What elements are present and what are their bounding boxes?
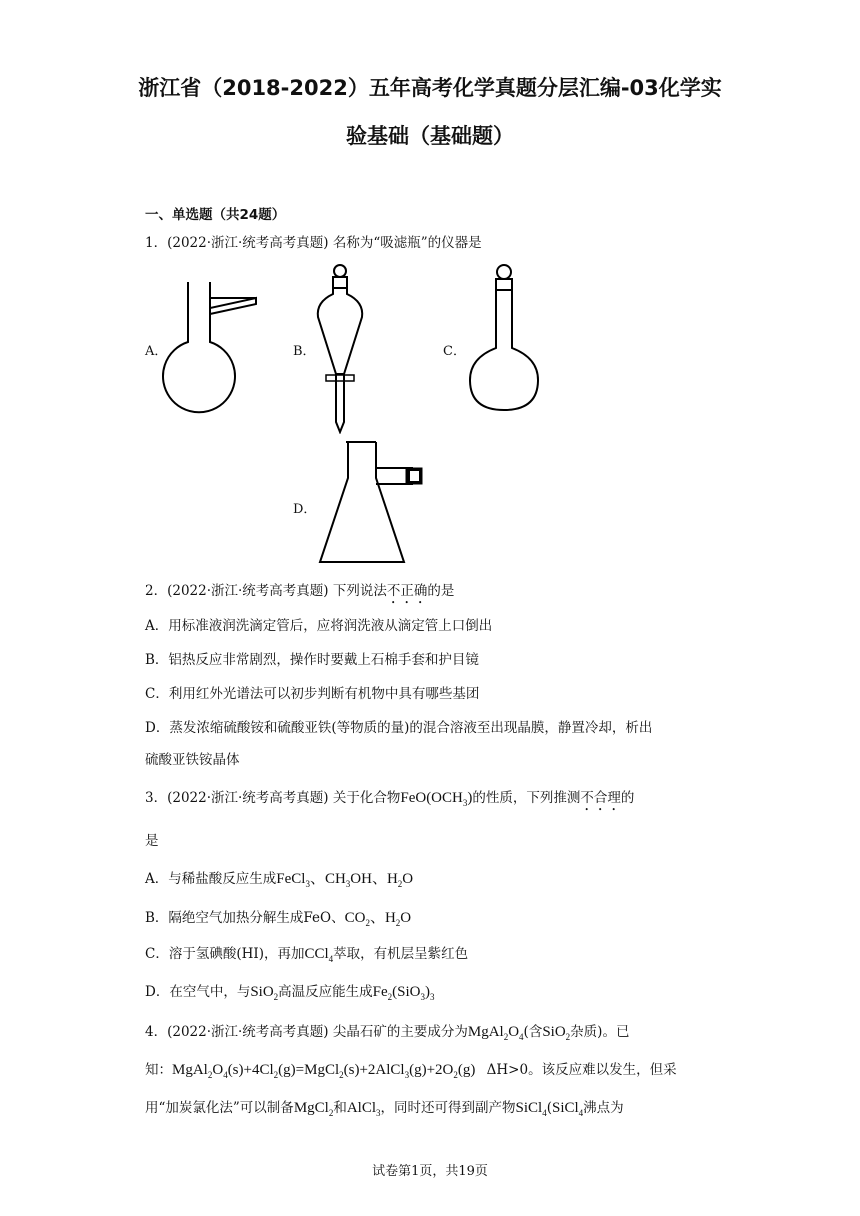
q3-option-a: A．与稀盐酸反应生成FeCl$_3$、$CH_3OH$、$H_2O$	[145, 871, 414, 889]
q2-option-a: A．用标准液润洗滴定管后，应将润洗液从滴定管上口倒出	[145, 618, 493, 634]
section-heading: 一、单选题（共24题）	[145, 207, 286, 223]
doc-title-line1: 浙江省（2018-2022）五年高考化学真题分层汇编-03化学实	[138, 76, 722, 100]
q2-option-b: B．铝热反应非常剧烈，操作时要戴上石棉手套和护目镜	[145, 652, 479, 668]
q2-option-d-cont: 硫酸亚铁铵晶体	[145, 752, 240, 768]
q1-option-a-label: A．	[145, 344, 168, 359]
q3-stem-cont: 是	[145, 833, 159, 849]
page-footer: 试卷第1页，共19页	[372, 1164, 488, 1179]
round-flask-side-arm-drawing	[160, 280, 260, 415]
q2-stem: 2．(2022·浙江·统考高考真题) 下列说法不正确的是	[145, 583, 455, 599]
q1-stem: 1．(2022·浙江·统考高考真题) 名称为“吸滤瓶”的仪器是	[145, 235, 482, 251]
q4-stem-line3: 用“加炭氯化法”可以制备MgCl$_2$和AlCl$_3$，同时还可得到副产物SiCl$_4$(SiCl$_4$沸点为	[145, 1100, 624, 1118]
q3-option-c: C．溶于氢碘酸(HI)，再加CCl$_4$萃取，有机层呈紫红色	[145, 946, 469, 964]
volumetric-flask-drawing	[466, 262, 542, 414]
q4-equation: 知：$MgAl_2O_4(s)+4Cl_2(g)=MgCl_2(s)+2AlCl_3(g)+2O_2(g)$ ΔH>0。该反应难以发生，但采	[145, 1062, 677, 1080]
q3-stem: 3．(2022·浙江·统考高考真题) 关于化合物$FeO(OCH_3)$的性质，下列推测不合理的	[145, 790, 635, 808]
q3-option-d: D．在空气中，与SiO$_2$高温反应能生成$Fe_2(SiO_3)_3$	[145, 984, 435, 1002]
doc-title-line2: 验基础（基础题）	[346, 124, 514, 148]
suction-flask-drawing	[316, 438, 426, 570]
separatory-funnel-drawing	[314, 262, 366, 434]
q1-option-d-label: D．	[293, 502, 317, 517]
q1-option-b-label: B．	[293, 344, 316, 359]
q2-option-c: C．利用红外光谱法可以初步判断有机物中具有哪些基团	[145, 686, 480, 702]
q2-option-d: D．蒸发浓缩硫酸铵和硫酸亚铁(等物质的量)的混合溶液至出现晶膜，静置冷却，析出	[145, 720, 653, 736]
q1-option-c-label: C．	[443, 344, 466, 359]
q3-option-b: B．隔绝空气加热分解生成FeO、$CO_2$、$H_2O$	[145, 910, 412, 928]
q4-stem: 4．(2022·浙江·统考高考真题) 尖晶石矿的主要成分为$MgAl_2O_4$(含SiO$_2$杂质)。已	[145, 1024, 630, 1042]
